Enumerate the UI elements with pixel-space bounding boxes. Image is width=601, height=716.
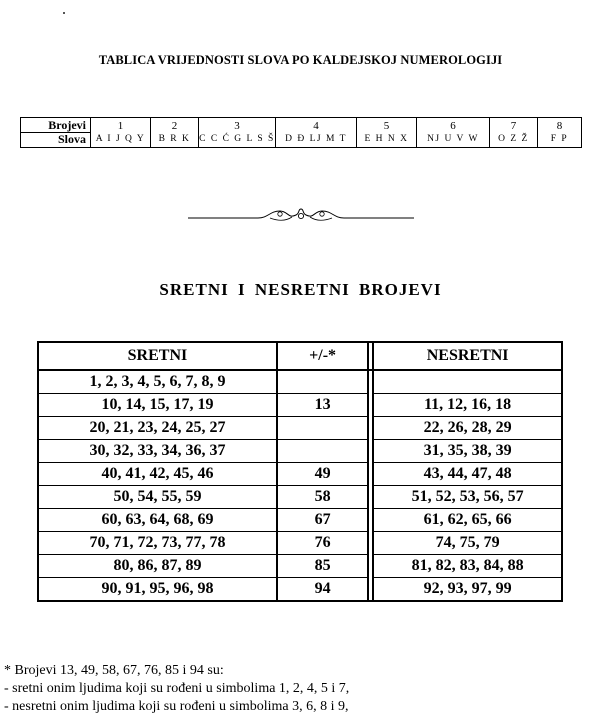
unlucky-cell: 61, 62, 65, 66 bbox=[373, 509, 562, 532]
unlucky-cell: 31, 35, 38, 39 bbox=[373, 440, 562, 463]
lucky-cell: 50, 54, 55, 59 bbox=[38, 486, 277, 509]
number-cell: 5 bbox=[357, 118, 417, 133]
number-cell: 8 bbox=[538, 118, 582, 133]
number-cell: 6 bbox=[417, 118, 490, 133]
lucky-cell: 10, 14, 15, 17, 19 bbox=[38, 394, 277, 417]
mixed-cell: 85 bbox=[277, 555, 368, 578]
lucky-cell: 80, 86, 87, 89 bbox=[38, 555, 277, 578]
mixed-cell: 13 bbox=[277, 394, 368, 417]
lucky-cell: 1, 2, 3, 4, 5, 6, 7, 8, 9 bbox=[38, 370, 277, 394]
unlucky-cell bbox=[373, 370, 562, 394]
table-row bbox=[38, 555, 562, 578]
letters-row-label: Slova bbox=[21, 133, 91, 148]
table-header-row bbox=[38, 342, 562, 370]
table-row bbox=[38, 440, 562, 463]
letters-cell: O Z Ž bbox=[490, 133, 538, 148]
table-row bbox=[38, 463, 562, 486]
letters-cell: B R K bbox=[151, 133, 199, 148]
mixed-cell: 49 bbox=[277, 463, 368, 486]
mixed-cell: 94 bbox=[277, 578, 368, 602]
numbers-row-label: Brojevi bbox=[21, 118, 91, 133]
unlucky-cell: 22, 26, 28, 29 bbox=[373, 417, 562, 440]
table-row bbox=[38, 417, 562, 440]
number-cell: 4 bbox=[276, 118, 357, 133]
unlucky-cell: 51, 52, 53, 56, 57 bbox=[373, 486, 562, 509]
unlucky-cell: 43, 44, 47, 48 bbox=[373, 463, 562, 486]
mixed-cell: 58 bbox=[277, 486, 368, 509]
table-row bbox=[38, 370, 562, 394]
lucky-cell: 70, 71, 72, 73, 77, 78 bbox=[38, 532, 277, 555]
mixed-cell: 76 bbox=[277, 532, 368, 555]
lucky-cell: 20, 21, 23, 24, 25, 27 bbox=[38, 417, 277, 440]
letters-cell: E H N X bbox=[357, 133, 417, 148]
number-cell: 1 bbox=[91, 118, 151, 133]
footnote-line: - sretni onim ljudima koji su rođeni u simbolima 1, 2, 4, 5 i 7, bbox=[4, 681, 350, 696]
table-row bbox=[38, 394, 562, 417]
letters-cell: A I J Q Y bbox=[91, 133, 151, 148]
table-row bbox=[38, 532, 562, 555]
lucky-cell: 60, 63, 64, 68, 69 bbox=[38, 509, 277, 532]
lucky-numbers-table bbox=[37, 341, 563, 602]
numbers-row bbox=[21, 118, 582, 133]
number-cell: 7 bbox=[490, 118, 538, 133]
mixed-cell: 67 bbox=[277, 509, 368, 532]
section-title: SRETNI I NESRETNI BROJEVI bbox=[159, 280, 442, 299]
letters-cell: NJ U V W bbox=[417, 133, 490, 148]
header-mixed: +/-* bbox=[277, 342, 368, 370]
letters-cell: C C Ć G L S Š bbox=[199, 133, 276, 148]
table-row bbox=[38, 486, 562, 509]
table-row bbox=[38, 578, 562, 602]
unlucky-cell: 81, 82, 83, 84, 88 bbox=[373, 555, 562, 578]
table-row bbox=[38, 509, 562, 532]
number-cell: 2 bbox=[151, 118, 199, 133]
mixed-cell bbox=[277, 417, 368, 440]
lucky-cell: 40, 41, 42, 45, 46 bbox=[38, 463, 277, 486]
letters-cell: D Đ LJ M T bbox=[276, 133, 357, 148]
number-cell: 3 bbox=[199, 118, 276, 133]
ornament-divider bbox=[188, 205, 414, 225]
header-lucky: SRETNI bbox=[38, 342, 277, 370]
stray-dot bbox=[63, 12, 65, 14]
unlucky-cell: 11, 12, 16, 18 bbox=[373, 394, 562, 417]
unlucky-cell: 74, 75, 79 bbox=[373, 532, 562, 555]
unlucky-cell: 92, 93, 97, 99 bbox=[373, 578, 562, 602]
lucky-cell: 90, 91, 95, 96, 98 bbox=[38, 578, 277, 602]
mixed-cell bbox=[277, 370, 368, 394]
letters-cell: F P bbox=[538, 133, 582, 148]
lucky-cell: 30, 32, 33, 34, 36, 37 bbox=[38, 440, 277, 463]
mixed-cell bbox=[277, 440, 368, 463]
footnote-line: * Brojevi 13, 49, 58, 67, 76, 85 i 94 su: bbox=[4, 663, 224, 678]
letter-values-table bbox=[20, 117, 582, 148]
footnote bbox=[4, 662, 349, 716]
footnote-line: - nesretni onim ljudima koji su rođeni u simbolima 3, 6, 8 i 9, bbox=[4, 699, 349, 714]
letters-row bbox=[21, 133, 582, 148]
page-title: TABLICA VRIJEDNOSTI SLOVA PO KALDEJSKOJ NUMEROLOGIJI bbox=[98, 53, 503, 67]
header-unlucky: NESRETNI bbox=[373, 342, 562, 370]
